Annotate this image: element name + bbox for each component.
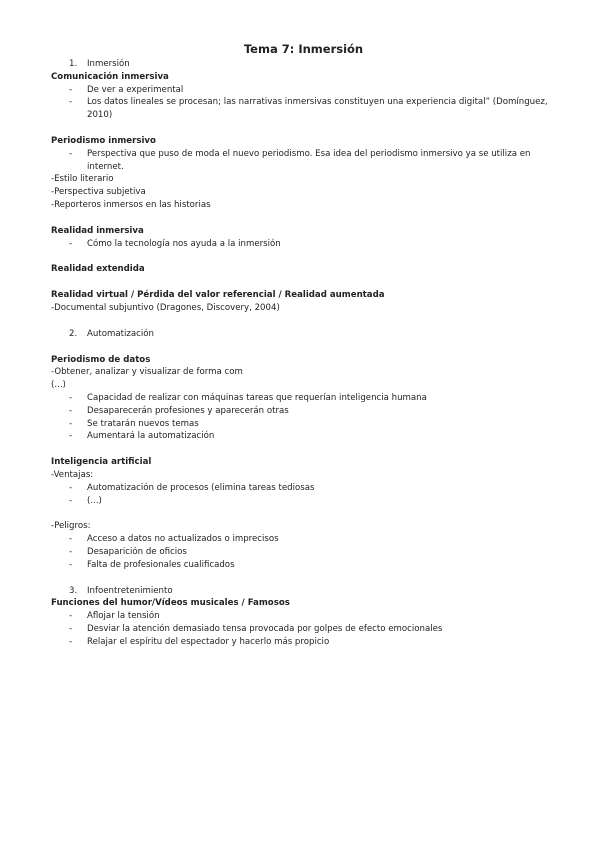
bullet-dash: -	[69, 546, 73, 557]
heading-realidad-virtual: Realidad virtual / Pérdida del valor referencial / Realidad aumentada	[51, 290, 385, 301]
bullet-item	[51, 623, 556, 636]
section-3	[51, 585, 556, 598]
bullet-text: Automatización de procesos (elimina tareas tediosas	[87, 482, 315, 493]
bullet-text: Se tratarán nuevos temas	[87, 418, 199, 429]
heading-realidad-extendida: Realidad extendida	[51, 264, 145, 275]
bullet-item	[51, 482, 556, 495]
bullet-dash: -	[69, 238, 73, 249]
bullet-text: Acceso a datos no actualizados o imprecisos	[87, 534, 279, 545]
bullet-dash: -	[69, 84, 73, 95]
bullet-dash: -	[69, 636, 73, 647]
heading-periodismo-de-datos: Periodismo de datos	[51, 354, 151, 365]
bullet-text: Cómo la tecnología nos ayuda a la inmersión	[87, 238, 281, 249]
bullet-item	[51, 96, 556, 122]
document-title: Tema 7: Inmersión	[243, 42, 364, 56]
bullet-item	[51, 418, 556, 431]
bullet-dash: -	[69, 418, 73, 429]
bullet-dash: -	[69, 495, 73, 506]
bullet-text: Desviar la atención demasiado tensa provocada por golpes de efecto emocionales	[87, 623, 443, 634]
heading-realidad-inmersiva: Realidad inmersiva	[51, 225, 144, 236]
bullet-dash: -	[69, 482, 73, 493]
text-line-ventajas: -Ventajas:	[51, 469, 94, 480]
bullet-text: Relajar el espíritu del espectador y hacerlo más propicio	[87, 636, 330, 647]
text-line: (...)	[51, 380, 66, 391]
section-2	[51, 328, 556, 341]
bullet-text: Capacidad de realizar con máquinas tareas que requerían inteligencia humana	[87, 392, 427, 403]
bullet-item	[51, 533, 556, 546]
bullet-item	[51, 148, 556, 174]
heading-funciones-del-humor: Funciones del humor/Vídeos musicales / Famosos	[51, 598, 290, 609]
bullet-text: (...)	[87, 495, 102, 506]
bullet-dash: -	[69, 97, 73, 108]
bullet-text: Perspectiva que puso de moda el nuevo periodismo. Esa idea del periodismo inmersivo ya se utiliza en internet.	[87, 148, 531, 172]
heading-periodismo-inmersivo: Periodismo inmersivo	[51, 135, 156, 146]
text-line: -Documental subjuntivo (Dragones, Discovery, 2004)	[51, 302, 280, 313]
section-label: Infoentretenimiento	[87, 585, 173, 596]
section-label: Inmersión	[87, 59, 130, 69]
bullet-text: Aumentará la automatización	[87, 431, 215, 442]
bullet-item	[51, 636, 556, 649]
bullet-text: Desaparecerán profesiones y aparecerán otras	[87, 405, 289, 416]
section-1	[51, 58, 556, 71]
text-line: -Reporteros inmersos en las historias	[51, 199, 211, 210]
section-number: 1.	[69, 59, 78, 69]
text-line-peligros: -Peligros:	[51, 521, 91, 532]
heading-comunicacion-inmersiva: Comunicación inmersiva	[51, 71, 169, 82]
bullet-item	[51, 405, 556, 418]
bullet-text: Aflojar la tensión	[87, 611, 160, 622]
text-line: -Estilo literario	[51, 174, 114, 185]
bullet-item	[51, 495, 556, 508]
bullet-dash: -	[69, 405, 73, 416]
bullet-text: Desaparición de oficios	[87, 546, 187, 557]
text-line: -Obtener, analizar y visualizar de forma com	[51, 367, 243, 378]
bullet-dash: -	[69, 148, 73, 159]
section-label: Automatización	[87, 328, 154, 339]
bullet-item	[51, 546, 556, 559]
heading-inteligencia-artificial: Inteligencia artificial	[51, 457, 152, 468]
bullet-text: Los datos lineales se procesan; las narrativas inmersivas constituyen una experiencia digital” (Domínguez, 2010)	[87, 97, 548, 121]
text-line: -Perspectiva subjetiva	[51, 187, 146, 198]
section-number: 2.	[69, 328, 78, 339]
bullet-dash: -	[69, 611, 73, 622]
bullet-dash: -	[69, 623, 73, 634]
bullet-item	[51, 392, 556, 405]
section-number: 3.	[69, 585, 78, 596]
bullet-item	[51, 559, 556, 572]
bullet-item	[51, 238, 556, 251]
bullet-dash: -	[69, 392, 73, 403]
bullet-dash: -	[69, 534, 73, 545]
bullet-dash: -	[69, 431, 73, 442]
bullet-text: De ver a experimental	[87, 84, 184, 95]
bullet-item	[51, 84, 556, 97]
bullet-text: Falta de profesionales cualificados	[87, 559, 235, 570]
document-content	[51, 42, 556, 648]
bullet-item	[51, 430, 556, 443]
bullet-dash: -	[69, 559, 73, 570]
bullet-item	[51, 610, 556, 623]
